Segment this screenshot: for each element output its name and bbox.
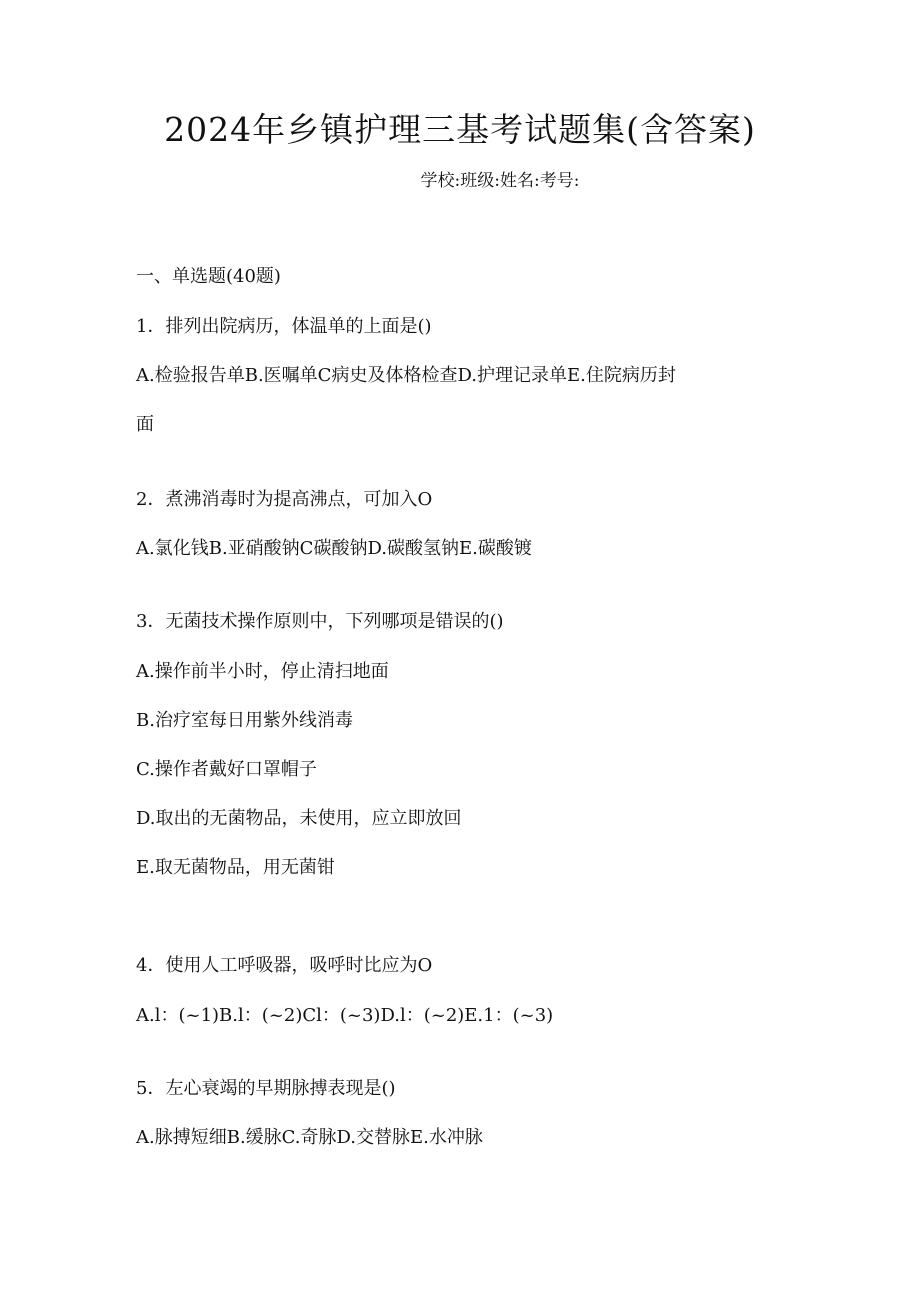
question-1-options-continued: 面	[136, 414, 154, 435]
question-1-stem: 1．排列出院病历，体温单的上面是()	[136, 316, 432, 337]
question-2-stem: 2．煮沸消毒时为提高沸点，可加入O	[136, 489, 433, 510]
question-3-option-a: A.操作前半小时，停止清扫地面	[136, 661, 389, 682]
question-3-option-d: D.取出的无菌物品，未使用，应立即放回	[136, 808, 462, 829]
question-5-stem: 5．左心衰竭的早期脉搏表现是()	[136, 1078, 396, 1099]
document-title: 2024年乡镇护理三基考试题集(含答案)	[164, 110, 756, 149]
question-3-option-b: B.治疗室每日用紫外线消毒	[136, 710, 353, 731]
question-1-options: A.检验报告单B.医嘱单C病史及体格检查D.护理记录单E.住院病历封	[136, 365, 676, 386]
question-5-options: A.脉搏短细B.缓脉C.奇脉D.交替脉E.水冲脉	[136, 1127, 483, 1148]
question-3-stem: 3．无菌技术操作原则中，下列哪项是错误的()	[136, 611, 504, 632]
document-subtitle: 学校:班级:姓名:考号:	[420, 171, 580, 191]
question-4-options: A.l：(~1)B.l：(~2)Cl：(~3)D.l：(~2)E.1：(~3)	[136, 1005, 554, 1026]
question-3-option-c: C.操作者戴好口罩帽子	[136, 759, 317, 780]
question-2-options: A.氯化钱B.亚硝酸钠C碳酸钠D.碳酸氢钠E.碳酸镀	[136, 538, 532, 559]
question-4-stem: 4．使用人工呼吸器，吸呼时比应为O	[136, 955, 433, 976]
question-3-option-e: E.取无菌物品，用无菌钳	[136, 857, 335, 878]
section-heading: 一、单选题(40题)	[136, 266, 281, 287]
